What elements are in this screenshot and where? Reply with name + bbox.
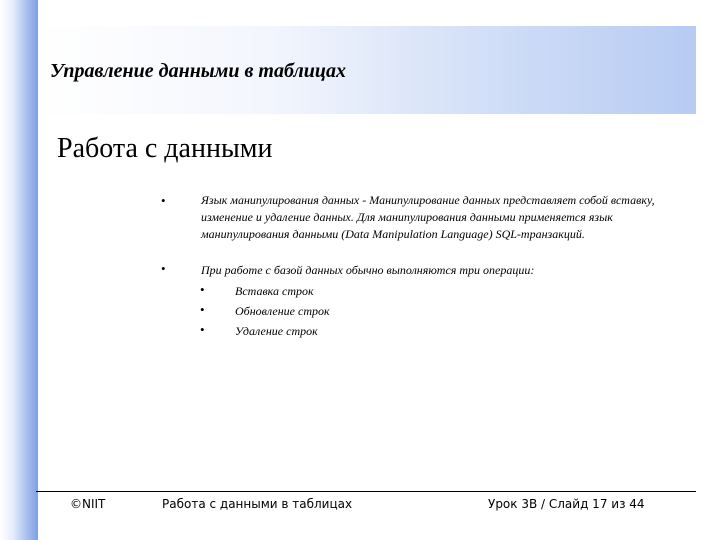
sub-bullet-delete-rows: Удаление строк — [235, 324, 318, 338]
sub-bullet-marker: • — [200, 322, 205, 337]
footer-copyright: ©NIIT — [70, 497, 106, 511]
bullet-marker: • — [161, 193, 166, 208]
sub-bullet-marker: • — [200, 282, 205, 297]
sub-bullet-insert-rows: Вставка строк — [235, 284, 314, 298]
bullet-item-operations: При работе с базой данных обычно выполняются три операции: — [201, 263, 535, 277]
slide-heading: Работа с данными — [57, 133, 273, 164]
footer-slide-number: Урок 3В / Слайд 17 из 44 — [488, 497, 645, 511]
bullet-marker: • — [161, 261, 166, 276]
sub-bullet-marker: • — [200, 302, 205, 317]
sub-bullet-update-rows: Обновление строк — [235, 304, 330, 318]
presentation-title: Управление данными в таблицах — [50, 60, 346, 82]
footer-divider — [36, 491, 696, 492]
bullet-item-dml: Язык манипулирования данных - Манипулирование данных представляет собой вставку, изменение и удаление данных. Для манипулирования данными применяется язык манипулирования данными (Data Manipulation Language) SQL-транзакций. — [201, 193, 655, 241]
footer-title: Работа с данными в таблицах — [162, 497, 353, 511]
